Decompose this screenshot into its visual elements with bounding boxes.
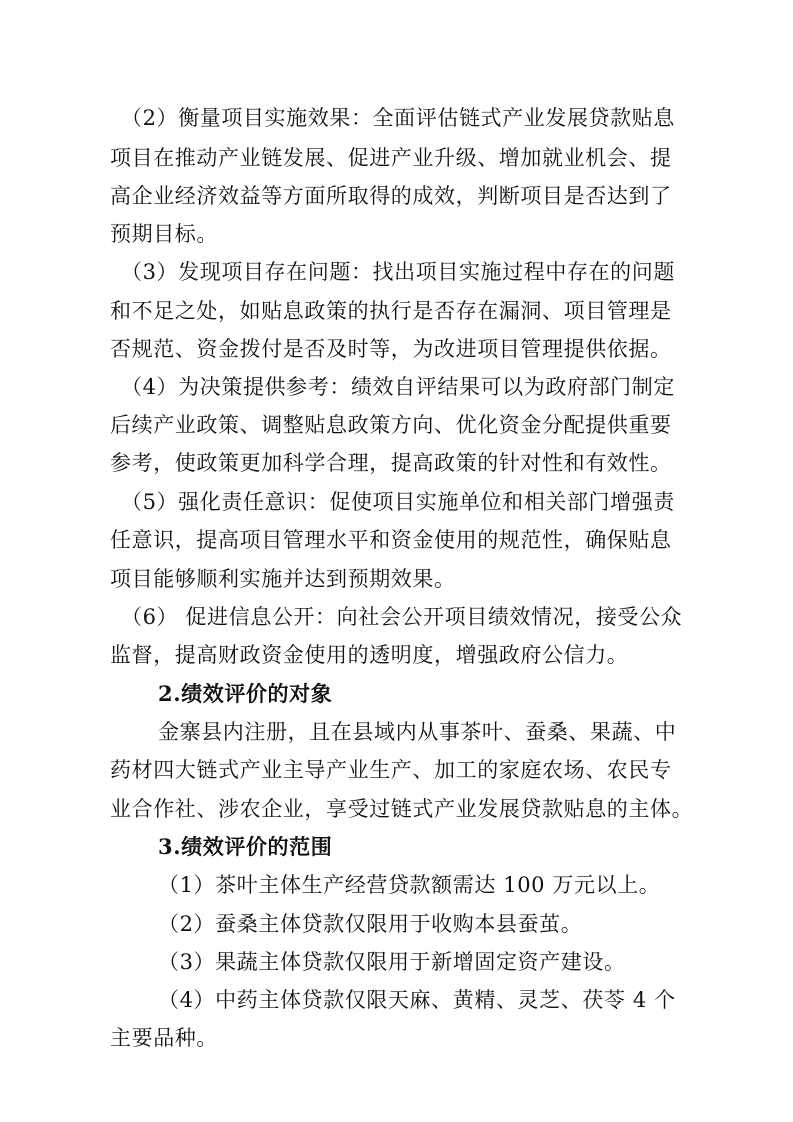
- list-item: （3）果蔬主体贷款仅限用于新增固定资产建设。: [158, 950, 626, 974]
- text-line: （5）强化责任意识：促使项目实施单位和相关部门增强责: [121, 490, 675, 514]
- list-item-continuation: 主要品种。: [110, 1026, 218, 1050]
- text-line: （2）衡量项目实施效果：全面评估链式产业发展贷款贴息: [121, 106, 675, 130]
- section-heading: 2.绩效评价的对象: [158, 681, 333, 706]
- list-item: （1）茶叶主体生产经营贷款额需达 100 万元以上。: [158, 873, 661, 897]
- text-line: 预期目标。: [110, 222, 218, 246]
- text-line: 否规范、资金拨付是否及时等，为改进项目管理提供依据。: [110, 337, 672, 361]
- text-line: 任意识，提高项目管理水平和资金使用的规范性，确保贴息: [110, 528, 672, 552]
- text-line: 后续产业政策、调整贴息政策方向、优化资金分配提供重要: [110, 413, 672, 437]
- text-line: 项目在推动产业链发展、促进产业升级、增加就业机会、提: [110, 146, 672, 170]
- list-item: （2）蚕桑主体贷款仅限用于收购本县蚕茧。: [158, 912, 583, 936]
- text-line: 项目能够顺利实施并达到预期效果。: [110, 567, 456, 591]
- text-line: （4）为决策提供参考：绩效自评结果可以为政府部门制定: [121, 375, 675, 399]
- text-line: 和不足之处，如贴息政策的执行是否存在漏洞、项目管理是: [110, 299, 672, 323]
- text-line: 高企业经济效益等方面所取得的成效，判断项目是否达到了: [110, 184, 672, 208]
- text-line: 参考，使政策更加科学合理，提高政策的针对性和有效性。: [110, 451, 672, 475]
- section-heading: 3.绩效评价的范围: [158, 834, 333, 859]
- text-line: 金寨县内注册，且在县域内从事茶叶、蚕桑、果蔬、中: [158, 720, 677, 744]
- text-line: 药材四大链式产业主导产业生产、加工的家庭农场、农民专: [110, 758, 672, 782]
- text-line: 业合作社、涉农企业，享受过链式产业发展贷款贴息的主体。: [110, 797, 694, 821]
- list-item: （4）中药主体贷款仅限天麻、黄精、灵芝、茯苓 4 个: [158, 988, 676, 1012]
- text-line: （3）发现项目存在问题：找出项目实施过程中存在的问题: [121, 260, 675, 284]
- text-line: 监督，提高财政资金使用的透明度，增强政府公信力。: [110, 643, 629, 667]
- text-line: （6） 促进信息公开：向社会公开项目绩效情况，接受公众: [121, 605, 683, 629]
